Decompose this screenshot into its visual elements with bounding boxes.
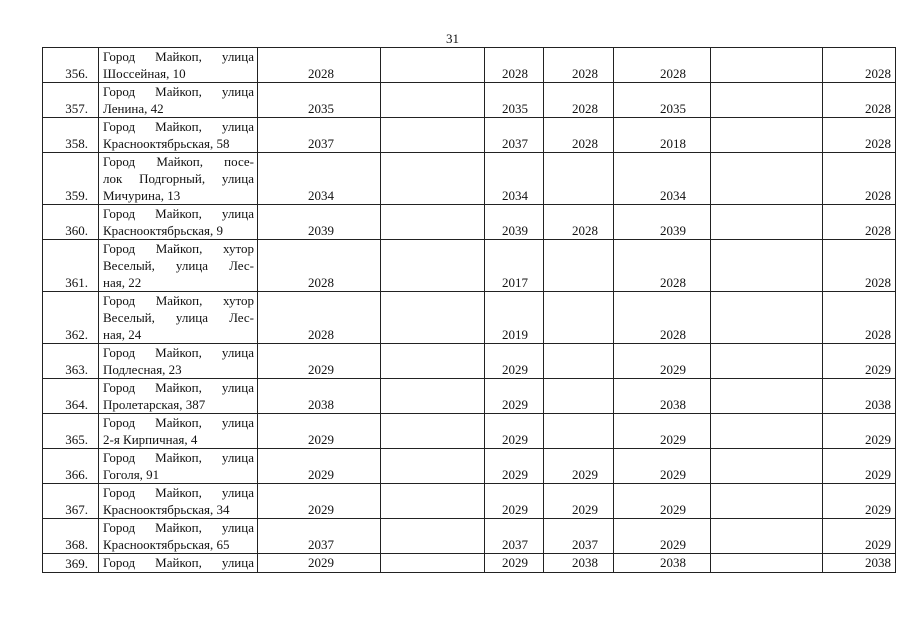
row-number: 365. — [43, 414, 99, 449]
address-cell — [99, 379, 258, 414]
year-cell-c3: 2039 — [485, 205, 544, 240]
year-cell-c6 — [711, 519, 823, 554]
table-row — [43, 118, 896, 153]
year-cell-c5: 2028 — [614, 292, 711, 344]
year-cell-c4: 2029 — [544, 484, 614, 519]
year-cell-c1: 2037 — [258, 118, 381, 153]
year-cell-c2 — [381, 484, 485, 519]
year-cell-c1: 2039 — [258, 205, 381, 240]
address-line: Город Майкоп, посе- — [103, 154, 254, 169]
page-number: 31 — [446, 31, 459, 46]
year-cell-c7: 2038 — [823, 554, 896, 573]
year-cell-c5: 2029 — [614, 484, 711, 519]
address-line: Город Майкоп, хутор — [103, 293, 254, 308]
year-cell-c5: 2029 — [614, 344, 711, 379]
year-cell-c6 — [711, 153, 823, 205]
year-cell-c1: 2029 — [258, 449, 381, 484]
table-row — [43, 449, 896, 484]
year-cell-c6 — [711, 414, 823, 449]
address-line: Веселый, улица Лес- — [103, 310, 254, 325]
address-line: Город Майкоп, улица — [103, 520, 254, 535]
address-cell — [99, 414, 258, 449]
year-cell-c4: 2029 — [544, 449, 614, 484]
address-line: Краснооктябрьская, 58 — [103, 136, 230, 151]
address-cell — [99, 205, 258, 240]
year-cell-c3: 2029 — [485, 484, 544, 519]
year-cell-c4 — [544, 240, 614, 292]
table-row — [43, 205, 896, 240]
address-cell — [99, 344, 258, 379]
year-cell-c2 — [381, 83, 485, 118]
year-cell-c2 — [381, 554, 485, 573]
address-line: Город Майкоп, улица — [103, 380, 254, 395]
address-cell — [99, 519, 258, 554]
year-cell-c7: 2029 — [823, 414, 896, 449]
row-number: 362. — [43, 292, 99, 344]
address-cell — [99, 240, 258, 292]
year-cell-c3: 2037 — [485, 519, 544, 554]
table-row — [43, 554, 896, 573]
year-cell-c5: 2029 — [614, 414, 711, 449]
address-cell — [99, 48, 258, 83]
year-cell-c1: 2035 — [258, 83, 381, 118]
address-line: Краснооктябрьская, 9 — [103, 223, 223, 238]
row-number: 356. — [43, 48, 99, 83]
year-cell-c4: 2028 — [544, 118, 614, 153]
row-number: 369. — [43, 554, 99, 573]
address-cell — [99, 153, 258, 205]
year-cell-c3: 2029 — [485, 379, 544, 414]
year-cell-c5: 2018 — [614, 118, 711, 153]
year-cell-c7: 2029 — [823, 344, 896, 379]
address-cell — [99, 449, 258, 484]
year-cell-c2 — [381, 414, 485, 449]
year-cell-c1: 2038 — [258, 379, 381, 414]
year-cell-c7: 2028 — [823, 48, 896, 83]
year-cell-c4: 2038 — [544, 554, 614, 573]
year-cell-c1: 2028 — [258, 292, 381, 344]
year-cell-c1: 2029 — [258, 554, 381, 573]
table-row — [43, 153, 896, 205]
year-cell-c5: 2038 — [614, 554, 711, 573]
row-number: 357. — [43, 83, 99, 118]
year-cell-c3: 2034 — [485, 153, 544, 205]
year-cell-c7: 2038 — [823, 379, 896, 414]
year-cell-c1: 2028 — [258, 48, 381, 83]
year-cell-c1: 2034 — [258, 153, 381, 205]
row-number: 360. — [43, 205, 99, 240]
year-cell-c1: 2037 — [258, 519, 381, 554]
row-number: 358. — [43, 118, 99, 153]
address-cell — [99, 118, 258, 153]
year-cell-c5: 2035 — [614, 83, 711, 118]
table-row — [43, 414, 896, 449]
address-line: Город Майкоп, улица — [103, 345, 254, 360]
table-row — [43, 484, 896, 519]
year-cell-c2 — [381, 344, 485, 379]
year-cell-c6 — [711, 83, 823, 118]
year-cell-c5: 2038 — [614, 379, 711, 414]
address-cell — [99, 484, 258, 519]
year-cell-c2 — [381, 292, 485, 344]
year-cell-c4 — [544, 414, 614, 449]
year-cell-c2 — [381, 153, 485, 205]
year-cell-c7: 2029 — [823, 484, 896, 519]
year-cell-c4 — [544, 292, 614, 344]
year-cell-c6 — [711, 449, 823, 484]
year-cell-c7: 2028 — [823, 118, 896, 153]
year-cell-c6 — [711, 240, 823, 292]
year-cell-c3: 2029 — [485, 554, 544, 573]
year-cell-c6 — [711, 379, 823, 414]
year-cell-c5: 2028 — [614, 48, 711, 83]
row-number: 368. — [43, 519, 99, 554]
year-cell-c2 — [381, 118, 485, 153]
year-cell-c4: 2028 — [544, 83, 614, 118]
year-cell-c3: 2029 — [485, 449, 544, 484]
year-cell-c7: 2028 — [823, 240, 896, 292]
address-line: ная, 24 — [103, 327, 142, 342]
table-row — [43, 83, 896, 118]
table-row — [43, 519, 896, 554]
year-cell-c7: 2028 — [823, 153, 896, 205]
year-cell-c1: 2029 — [258, 344, 381, 379]
address-line: Мичурина, 13 — [103, 188, 181, 203]
address-line: Город Майкоп, улица — [103, 450, 254, 465]
year-cell-c6 — [711, 205, 823, 240]
year-cell-c2 — [381, 240, 485, 292]
year-cell-c7: 2029 — [823, 519, 896, 554]
row-number: 361. — [43, 240, 99, 292]
address-line: Город Майкоп, улица — [103, 485, 254, 500]
address-line: Город Майкоп, улица — [103, 206, 254, 221]
table-row — [43, 379, 896, 414]
year-cell-c4 — [544, 153, 614, 205]
year-cell-c6 — [711, 118, 823, 153]
year-cell-c4: 2028 — [544, 48, 614, 83]
year-cell-c2 — [381, 519, 485, 554]
year-cell-c4 — [544, 344, 614, 379]
address-line: Гоголя, 91 — [103, 467, 160, 482]
year-cell-c3: 2037 — [485, 118, 544, 153]
address-line: Краснооктябрьская, 65 — [103, 537, 230, 552]
table-row — [43, 344, 896, 379]
address-line: Город Майкоп, улица — [103, 415, 254, 430]
address-line: Ленина, 42 — [103, 101, 164, 116]
year-cell-c3: 2029 — [485, 414, 544, 449]
row-number: 364. — [43, 379, 99, 414]
year-cell-c7: 2028 — [823, 205, 896, 240]
year-cell-c5: 2034 — [614, 153, 711, 205]
year-cell-c4: 2028 — [544, 205, 614, 240]
year-cell-c6 — [711, 292, 823, 344]
address-line: Город Майкоп, хутор — [103, 241, 254, 256]
address-line: Шоссейная, 10 — [103, 66, 186, 81]
address-line: Пролетарская, 387 — [103, 397, 206, 412]
address-line: Краснооктябрьская, 34 — [103, 502, 230, 517]
year-cell-c6 — [711, 344, 823, 379]
year-cell-c7: 2028 — [823, 292, 896, 344]
year-cell-c5: 2029 — [614, 519, 711, 554]
table-body — [43, 48, 896, 573]
row-number: 366. — [43, 449, 99, 484]
address-cell — [99, 292, 258, 344]
year-cell-c2 — [381, 449, 485, 484]
year-cell-c4: 2037 — [544, 519, 614, 554]
row-number: 367. — [43, 484, 99, 519]
address-cell — [99, 83, 258, 118]
address-line: лок Подгорный, улица — [103, 171, 254, 186]
row-number: 363. — [43, 344, 99, 379]
year-cell-c2 — [381, 48, 485, 83]
year-cell-c5: 2028 — [614, 240, 711, 292]
year-cell-c3: 2017 — [485, 240, 544, 292]
year-cell-c3: 2028 — [485, 48, 544, 83]
year-cell-c3: 2029 — [485, 344, 544, 379]
address-line: Город Майкоп, улица — [103, 119, 254, 134]
address-line: ная, 22 — [103, 275, 142, 290]
year-cell-c3: 2035 — [485, 83, 544, 118]
year-cell-c6 — [711, 484, 823, 519]
year-cell-c6 — [711, 554, 823, 573]
row-number: 359. — [43, 153, 99, 205]
year-cell-c7: 2029 — [823, 449, 896, 484]
year-cell-c7: 2028 — [823, 83, 896, 118]
table-row — [43, 48, 896, 83]
year-cell-c3: 2019 — [485, 292, 544, 344]
year-cell-c5: 2039 — [614, 205, 711, 240]
year-cell-c1: 2028 — [258, 240, 381, 292]
year-cell-c1: 2029 — [258, 414, 381, 449]
year-cell-c6 — [711, 48, 823, 83]
address-line: Город Майкоп, улица — [103, 84, 254, 99]
address-line: Город Майкоп, улица — [103, 555, 254, 570]
table-row — [43, 240, 896, 292]
year-cell-c2 — [381, 379, 485, 414]
address-line: Веселый, улица Лес- — [103, 258, 254, 273]
address-line: Город Майкоп, улица — [103, 49, 254, 64]
table-row — [43, 292, 896, 344]
year-cell-c5: 2029 — [614, 449, 711, 484]
year-cell-c4 — [544, 379, 614, 414]
address-line: Подлесная, 23 — [103, 362, 182, 377]
year-cell-c1: 2029 — [258, 484, 381, 519]
address-line: 2-я Кирпичная, 4 — [103, 432, 198, 447]
year-cell-c2 — [381, 205, 485, 240]
housing-registry-table — [42, 47, 896, 573]
address-cell — [99, 554, 258, 573]
